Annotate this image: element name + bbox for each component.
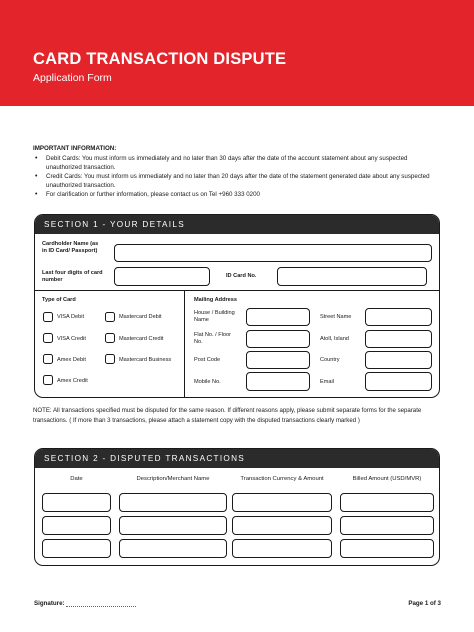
country-label: Country: [320, 357, 340, 363]
atoll-field[interactable]: [365, 330, 432, 348]
column-amount-header: Transaction Currency & Amount: [240, 476, 324, 482]
street-field[interactable]: [365, 308, 432, 326]
mastercard-credit-checkbox[interactable]: [105, 333, 115, 343]
section-your-details: [34, 214, 440, 398]
flat-label: Flat No. / Floor No.: [194, 332, 231, 345]
mastercard-debit-label: Mastercard Debit: [119, 314, 162, 320]
mailing-address-label: Mailing Address: [194, 297, 237, 303]
signature-label: Signature:: [34, 600, 65, 607]
info-item-credit: • Credit Cards: You must inform us immediately and no later than 20 days after the date of the statement generated date about any suspected unauthorized transaction.: [33, 172, 443, 190]
type-of-card-label: Type of Card: [42, 297, 76, 303]
house-field[interactable]: [246, 308, 310, 326]
column-description-header: Description/Merchant Name: [136, 476, 210, 482]
last-four-digits-label: Last four digits of card number: [42, 270, 103, 283]
date-field-2[interactable]: [42, 516, 111, 535]
mastercard-debit-checkbox[interactable]: [105, 312, 115, 322]
description-field-2[interactable]: [119, 516, 227, 535]
column-billed-header: Billed Amount (USD/MVR): [352, 476, 422, 482]
header-banner: [0, 0, 474, 106]
mastercard-business-label: Mastercard Business: [119, 357, 172, 363]
street-label: Street Name: [320, 314, 352, 320]
email-field[interactable]: [365, 372, 432, 391]
amex-credit-label: Amex Credit: [57, 378, 88, 384]
mobile-label: Mobile No.: [194, 379, 221, 385]
amex-debit-label: Amex Debit: [57, 357, 86, 363]
note-text: NOTE: All transactions specified must be disputed for the same reason. If different reasons apply, please submit separate forms for the separate transactions. ( If more than 3 transactions, please attach a statement copy with the disputed transactions clearly marked ): [33, 407, 422, 424]
important-information: [33, 144, 443, 199]
house-label: House / Building Name: [194, 310, 235, 323]
visa-debit-checkbox[interactable]: [43, 312, 53, 322]
section-1-title: SECTION 1 - YOUR DETAILS: [35, 215, 439, 234]
visa-credit-checkbox[interactable]: [43, 333, 53, 343]
atoll-label: Atoll, Island: [320, 336, 349, 342]
page-number: Page 1 of 3: [408, 600, 441, 607]
mastercard-business-checkbox[interactable]: [105, 354, 115, 364]
info-item-debit: • Debit Cards: You must inform us immediately and no later than 30 days after the date of the account statement about any suspected unauthorized transaction.: [33, 154, 443, 172]
info-heading: IMPORTANT INFORMATION:: [33, 145, 117, 152]
id-card-label: ID Card No.: [226, 273, 257, 279]
visa-debit-label: VISA Debit: [57, 314, 85, 320]
amount-field-1[interactable]: [232, 493, 332, 512]
description-field-1[interactable]: [119, 493, 227, 512]
amount-field-2[interactable]: [232, 516, 332, 535]
section-2-title: SECTION 2 - DISPUTED TRANSACTIONS: [35, 449, 439, 468]
mobile-field[interactable]: [246, 372, 310, 391]
description-field-3[interactable]: [119, 539, 227, 558]
amex-credit-checkbox[interactable]: [43, 375, 53, 385]
info-list: [33, 154, 443, 199]
visa-credit-label: VISA Credit: [57, 336, 86, 342]
id-card-field[interactable]: [277, 267, 427, 286]
flat-field[interactable]: [246, 330, 310, 348]
post-code-field[interactable]: [246, 351, 310, 369]
cardholder-name-field[interactable]: [114, 244, 432, 262]
country-field[interactable]: [365, 351, 432, 369]
date-field-1[interactable]: [42, 493, 111, 512]
cardholder-name-label: Cardholder Name (as in ID Card/ Passport): [42, 241, 99, 254]
mastercard-credit-label: Mastercard Credit: [119, 336, 164, 342]
billed-field-3[interactable]: [340, 539, 434, 558]
section-1-divider: [35, 290, 440, 291]
column-date-header: Date: [70, 476, 83, 482]
billed-field-1[interactable]: [340, 493, 434, 512]
form-title: CARD TRANSACTION DISPUTE: [33, 50, 287, 68]
last-four-digits-field[interactable]: [114, 267, 210, 286]
signature-line[interactable]: [66, 606, 136, 607]
form-subtitle: Application Form: [33, 72, 112, 84]
info-item-contact: • For clarification or further information, please contact us on Tel +960 333 0200: [33, 190, 443, 199]
section-1-column-divider: [184, 290, 185, 397]
amex-debit-checkbox[interactable]: [43, 354, 53, 364]
date-field-3[interactable]: [42, 539, 111, 558]
email-label: Email: [320, 379, 334, 385]
billed-field-2[interactable]: [340, 516, 434, 535]
section-disputed-transactions: [34, 448, 440, 566]
post-code-label: Post Code: [194, 357, 221, 363]
amount-field-3[interactable]: [232, 539, 332, 558]
